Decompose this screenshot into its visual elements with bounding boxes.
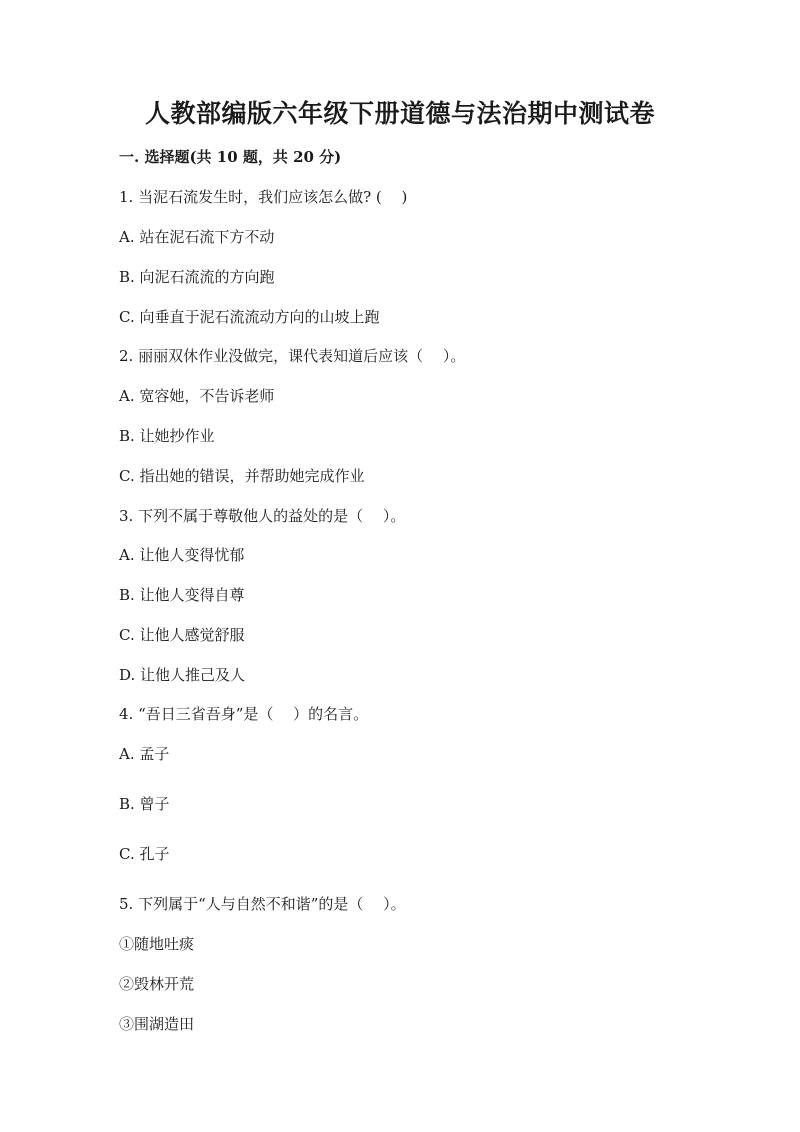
question-5: 5. 下列属于“人与自然不和谐”的是（ ）。: [119, 895, 406, 913]
question-3-option-b: B. 让他人变得自尊: [119, 586, 245, 604]
question-4-option-c: C. 孔子: [119, 845, 170, 863]
question-1: 1. 当泥石流发生时，我们应该怎么做? ( ): [119, 188, 408, 206]
question-3-option-c: C. 让他人感觉舒服: [119, 626, 245, 644]
question-1-option-b: B. 向泥石流流的方向跑: [119, 268, 275, 286]
question-3-option-d: D. 让他人推己及人: [119, 666, 246, 684]
question-3: 3. 下列不属于尊敬他人的益处的是（ ）。: [119, 507, 406, 525]
question-1-option-a: A. 站在泥石流下方不动: [119, 228, 275, 246]
question-4-option-a: A. 孟子: [119, 745, 170, 763]
question-2-option-c: C. 指出她的错误，并帮助她完成作业: [119, 467, 365, 485]
question-2: 2. 丽丽双休作业没做完，课代表知道后应该（ ）。: [119, 347, 466, 365]
question-4: 4. “吾日三省吾身”是（ ）的名言。: [119, 705, 369, 723]
question-3-option-a: A. 让他人变得忧郁: [119, 546, 245, 564]
question-2-option-b: B. 让她抄作业: [119, 427, 215, 445]
document-title: 人教部编版六年级下册道德与法治期中测试卷: [144, 99, 655, 128]
section-header: 一. 选择题(共 10 题，共 20 分): [119, 148, 342, 166]
question-1-option-c: C. 向垂直于泥石流流动方向的山坡上跑: [119, 308, 380, 326]
question-5-item-2: ②毁林开荒: [119, 975, 195, 993]
question-2-option-a: A. 宽容她，不告诉老师: [119, 387, 275, 405]
question-5-item-3: ③围湖造田: [119, 1015, 195, 1033]
question-4-option-b: B. 曾子: [119, 795, 170, 813]
question-5-item-1: ①随地吐痰: [119, 935, 195, 953]
